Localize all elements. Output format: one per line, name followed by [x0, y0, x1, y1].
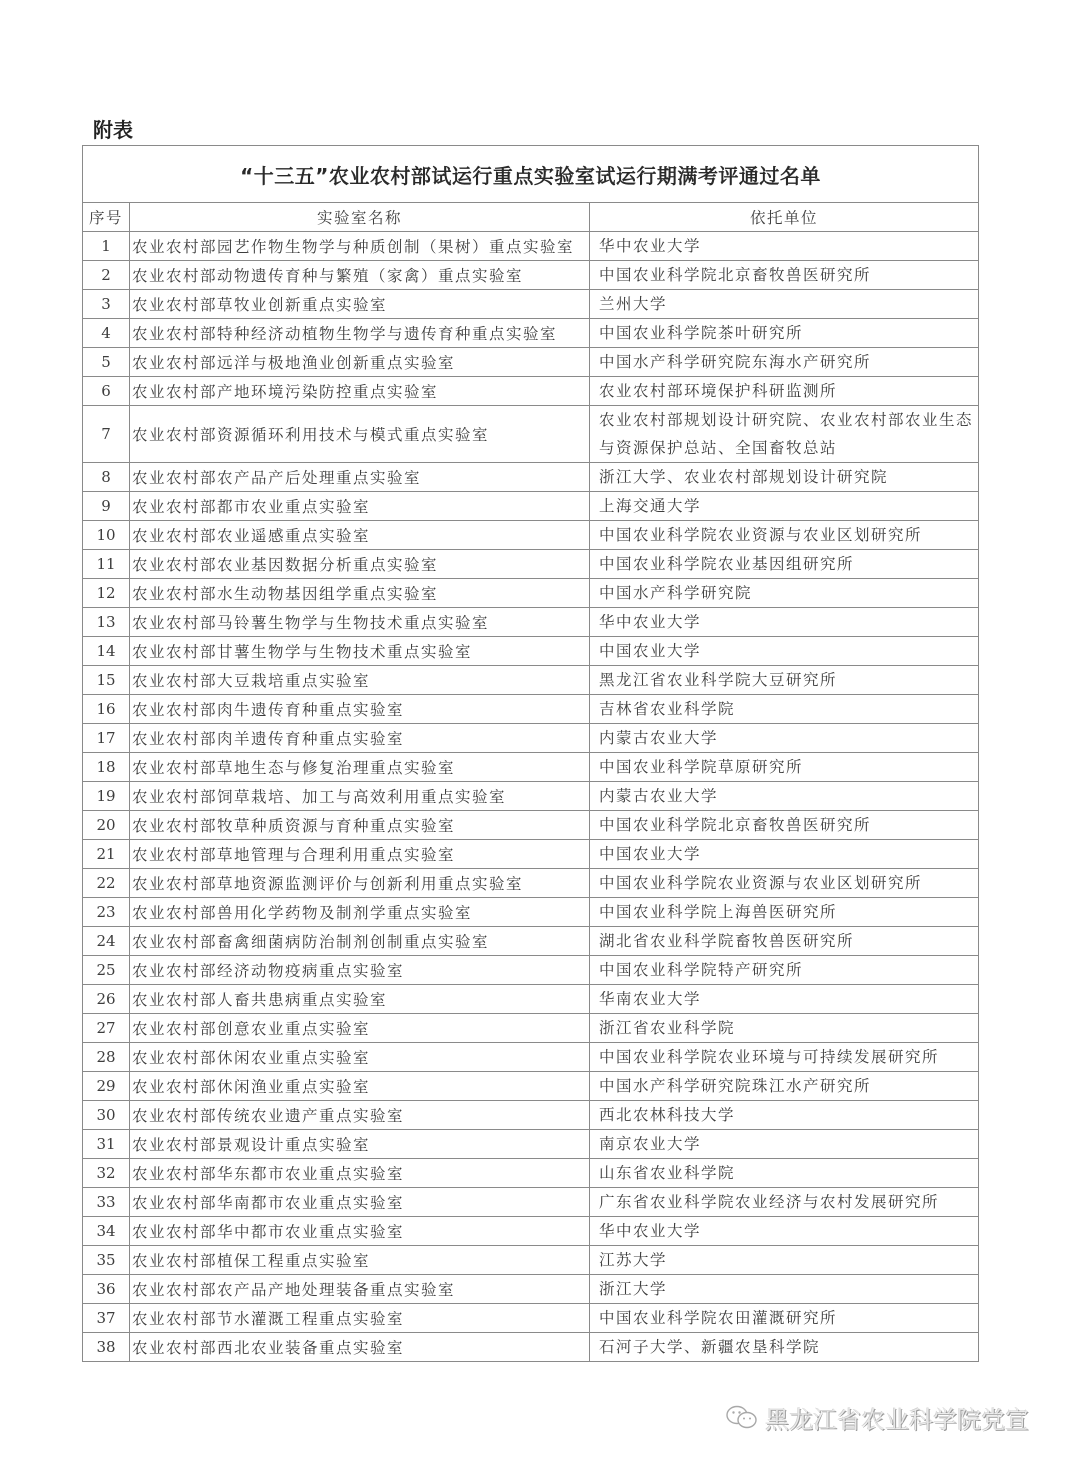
lab-name: 农业农村部农业基因数据分析重点实验室: [130, 550, 590, 579]
row-number: 7: [83, 406, 130, 463]
column-header-host-unit: 依托单位: [590, 203, 979, 232]
row-number: 6: [83, 377, 130, 406]
lab-name: 农业农村部肉牛遗传育种重点实验室: [130, 695, 590, 724]
lab-name: 农业农村部都市农业重点实验室: [130, 492, 590, 521]
table-row: [83, 1246, 979, 1275]
lab-name: 农业农村部甘薯生物学与生物技术重点实验室: [130, 637, 590, 666]
row-number: 31: [83, 1130, 130, 1159]
table-row: [83, 608, 979, 637]
wechat-icon: [725, 1404, 759, 1432]
table-row: [83, 1333, 979, 1362]
row-number: 3: [83, 290, 130, 319]
lab-name: 农业农村部动物遗传育种与繁殖（家禽）重点实验室: [130, 261, 590, 290]
table-row: [83, 1188, 979, 1217]
table-row: [83, 521, 979, 550]
table-row: [83, 840, 979, 869]
row-number: 2: [83, 261, 130, 290]
row-number: 8: [83, 463, 130, 492]
table-row: [83, 637, 979, 666]
host-unit: 内蒙古农业大学: [590, 724, 979, 753]
lab-name: 农业农村部马铃薯生物学与生物技术重点实验室: [130, 608, 590, 637]
row-number: 23: [83, 898, 130, 927]
lab-name: 农业农村部特种经济动植物生物学与遗传育种重点实验室: [130, 319, 590, 348]
table-row: [83, 261, 979, 290]
host-unit: 中国农业科学院农田灌溉研究所: [590, 1304, 979, 1333]
table-row: [83, 985, 979, 1014]
table-row: [83, 1043, 979, 1072]
lab-name: 农业农村部休闲渔业重点实验室: [130, 1072, 590, 1101]
host-unit: 中国农业科学院特产研究所: [590, 956, 979, 985]
lab-name: 农业农村部水生动物基因组学重点实验室: [130, 579, 590, 608]
table-row: [83, 927, 979, 956]
row-number: 5: [83, 348, 130, 377]
header-row: [83, 203, 979, 232]
lab-name: 农业农村部肉羊遗传育种重点实验室: [130, 724, 590, 753]
host-unit: 中国农业科学院农业环境与可持续发展研究所: [590, 1043, 979, 1072]
row-number: 18: [83, 753, 130, 782]
row-number: 1: [83, 232, 130, 261]
host-unit: 中国水产科学研究院珠江水产研究所: [590, 1072, 979, 1101]
row-number: 29: [83, 1072, 130, 1101]
table-row: [83, 782, 979, 811]
host-unit: 中国水产科学研究院东海水产研究所: [590, 348, 979, 377]
row-number: 38: [83, 1333, 130, 1362]
table-row: [83, 348, 979, 377]
lab-name: 农业农村部饲草栽培、加工与高效利用重点实验室: [130, 782, 590, 811]
row-number: 15: [83, 666, 130, 695]
table-row: [83, 319, 979, 348]
row-number: 9: [83, 492, 130, 521]
host-unit: 湖北省农业科学院畜牧兽医研究所: [590, 927, 979, 956]
lab-name: 农业农村部草地生态与修复治理重点实验室: [130, 753, 590, 782]
table-row: [83, 1130, 979, 1159]
table-row: [83, 1304, 979, 1333]
title-row: [83, 146, 979, 203]
row-number: 4: [83, 319, 130, 348]
host-unit: 中国农业科学院农业资源与农业区划研究所: [590, 869, 979, 898]
lab-name: 农业农村部资源循环利用技术与模式重点实验室: [130, 406, 590, 463]
lab-name: 农业农村部华中都市农业重点实验室: [130, 1217, 590, 1246]
row-number: 16: [83, 695, 130, 724]
row-number: 12: [83, 579, 130, 608]
host-unit: 中国农业科学院农业基因组研究所: [590, 550, 979, 579]
column-header-lab-name: 实验室名称: [130, 203, 590, 232]
lab-name: 农业农村部华南都市农业重点实验室: [130, 1188, 590, 1217]
host-unit: 华中农业大学: [590, 232, 979, 261]
lab-name: 农业农村部西北农业装备重点实验室: [130, 1333, 590, 1362]
row-number: 25: [83, 956, 130, 985]
watermark: [725, 1400, 1029, 1435]
row-number: 20: [83, 811, 130, 840]
table-row: [83, 753, 979, 782]
host-unit: 兰州大学: [590, 290, 979, 319]
table-title: “十三五”农业农村部试运行重点实验室试运行期满考评通过名单: [83, 146, 979, 203]
table-row: [83, 377, 979, 406]
host-unit: 广东省农业科学院农业经济与农村发展研究所: [590, 1188, 979, 1217]
table-row: [83, 1101, 979, 1130]
lab-name: 农业农村部产地环境污染防控重点实验室: [130, 377, 590, 406]
row-number: 28: [83, 1043, 130, 1072]
table-row: [83, 1275, 979, 1304]
row-number: 37: [83, 1304, 130, 1333]
row-number: 27: [83, 1014, 130, 1043]
host-unit: 浙江大学: [590, 1275, 979, 1304]
host-unit: 华中农业大学: [590, 1217, 979, 1246]
lab-name: 农业农村部园艺作物生物学与种质创制（果树）重点实验室: [130, 232, 590, 261]
table-row: [83, 550, 979, 579]
lab-name: 农业农村部农产品产地处理装备重点实验室: [130, 1275, 590, 1304]
row-number: 30: [83, 1101, 130, 1130]
lab-name: 农业农村部创意农业重点实验室: [130, 1014, 590, 1043]
row-number: 36: [83, 1275, 130, 1304]
table-row: [83, 290, 979, 319]
host-unit: 华南农业大学: [590, 985, 979, 1014]
host-unit: 中国农业大学: [590, 840, 979, 869]
host-unit: 石河子大学、新疆农垦科学院: [590, 1333, 979, 1362]
host-unit: 中国农业科学院北京畜牧兽医研究所: [590, 811, 979, 840]
host-unit: 内蒙古农业大学: [590, 782, 979, 811]
lab-name: 农业农村部传统农业遗产重点实验室: [130, 1101, 590, 1130]
lab-name: 农业农村部草地资源监测评价与创新利用重点实验室: [130, 869, 590, 898]
host-unit: 中国农业科学院茶叶研究所: [590, 319, 979, 348]
table-row: [83, 666, 979, 695]
table-row: [83, 1217, 979, 1246]
host-unit: 浙江大学、农业农村部规划设计研究院: [590, 463, 979, 492]
row-number: 19: [83, 782, 130, 811]
host-unit: 中国农业科学院北京畜牧兽医研究所: [590, 261, 979, 290]
lab-name: 农业农村部远洋与极地渔业创新重点实验室: [130, 348, 590, 377]
lab-name: 农业农村部景观设计重点实验室: [130, 1130, 590, 1159]
row-number: 35: [83, 1246, 130, 1275]
lab-name: 农业农村部大豆栽培重点实验室: [130, 666, 590, 695]
lab-list-table: [82, 145, 979, 1362]
host-unit: 西北农林科技大学: [590, 1101, 979, 1130]
table-row: [83, 1159, 979, 1188]
host-unit: 中国农业大学: [590, 637, 979, 666]
host-unit: 山东省农业科学院: [590, 1159, 979, 1188]
row-number: 34: [83, 1217, 130, 1246]
table-row: [83, 898, 979, 927]
row-number: 22: [83, 869, 130, 898]
row-number: 26: [83, 985, 130, 1014]
lab-name: 农业农村部经济动物疫病重点实验室: [130, 956, 590, 985]
lab-name: 农业农村部华东都市农业重点实验室: [130, 1159, 590, 1188]
table-row: [83, 869, 979, 898]
row-number: 11: [83, 550, 130, 579]
lab-name: 农业农村部兽用化学药物及制剂学重点实验室: [130, 898, 590, 927]
row-number: 33: [83, 1188, 130, 1217]
lab-name: 农业农村部畜禽细菌病防治制剂创制重点实验室: [130, 927, 590, 956]
lab-name: 农业农村部人畜共患病重点实验室: [130, 985, 590, 1014]
host-unit: 中国农业科学院农业资源与农业区划研究所: [590, 521, 979, 550]
lab-name: 农业农村部农产品产后处理重点实验室: [130, 463, 590, 492]
watermark-text: 黑龙江省农业科学院党宣: [765, 1406, 1029, 1434]
host-unit: 中国农业科学院草原研究所: [590, 753, 979, 782]
host-unit: 上海交通大学: [590, 492, 979, 521]
row-number: 21: [83, 840, 130, 869]
table-row: [83, 695, 979, 724]
table-row: [83, 492, 979, 521]
table-row: [83, 232, 979, 261]
lab-name: 农业农村部休闲农业重点实验室: [130, 1043, 590, 1072]
host-unit: 黑龙江省农业科学院大豆研究所: [590, 666, 979, 695]
table-row: [83, 1072, 979, 1101]
table-row: [83, 956, 979, 985]
attachment-label: 附表: [93, 118, 133, 142]
lab-name: 农业农村部植保工程重点实验室: [130, 1246, 590, 1275]
host-unit: 中国水产科学研究院: [590, 579, 979, 608]
host-unit: 农业农村部规划设计研究院、农业农村部农业生态与资源保护总站、全国畜牧总站: [590, 406, 979, 463]
host-unit: 吉林省农业科学院: [590, 695, 979, 724]
host-unit: 中国农业科学院上海兽医研究所: [590, 898, 979, 927]
lab-name: 农业农村部草牧业创新重点实验室: [130, 290, 590, 319]
lab-name: 农业农村部牧草种质资源与育种重点实验室: [130, 811, 590, 840]
lab-name: 农业农村部农业遥感重点实验室: [130, 521, 590, 550]
table-row: [83, 463, 979, 492]
row-number: 10: [83, 521, 130, 550]
table-row: [83, 1014, 979, 1043]
table-row: [83, 406, 979, 463]
row-number: 13: [83, 608, 130, 637]
host-unit: 华中农业大学: [590, 608, 979, 637]
host-unit: 农业农村部环境保护科研监测所: [590, 377, 979, 406]
table-row: [83, 579, 979, 608]
row-number: 17: [83, 724, 130, 753]
row-number: 24: [83, 927, 130, 956]
row-number: 32: [83, 1159, 130, 1188]
host-unit: 南京农业大学: [590, 1130, 979, 1159]
host-unit: 浙江省农业科学院: [590, 1014, 979, 1043]
table-row: [83, 811, 979, 840]
column-header-number: 序号: [83, 203, 130, 232]
row-number: 14: [83, 637, 130, 666]
table-row: [83, 724, 979, 753]
lab-name: 农业农村部节水灌溉工程重点实验室: [130, 1304, 590, 1333]
lab-name: 农业农村部草地管理与合理利用重点实验室: [130, 840, 590, 869]
host-unit: 江苏大学: [590, 1246, 979, 1275]
